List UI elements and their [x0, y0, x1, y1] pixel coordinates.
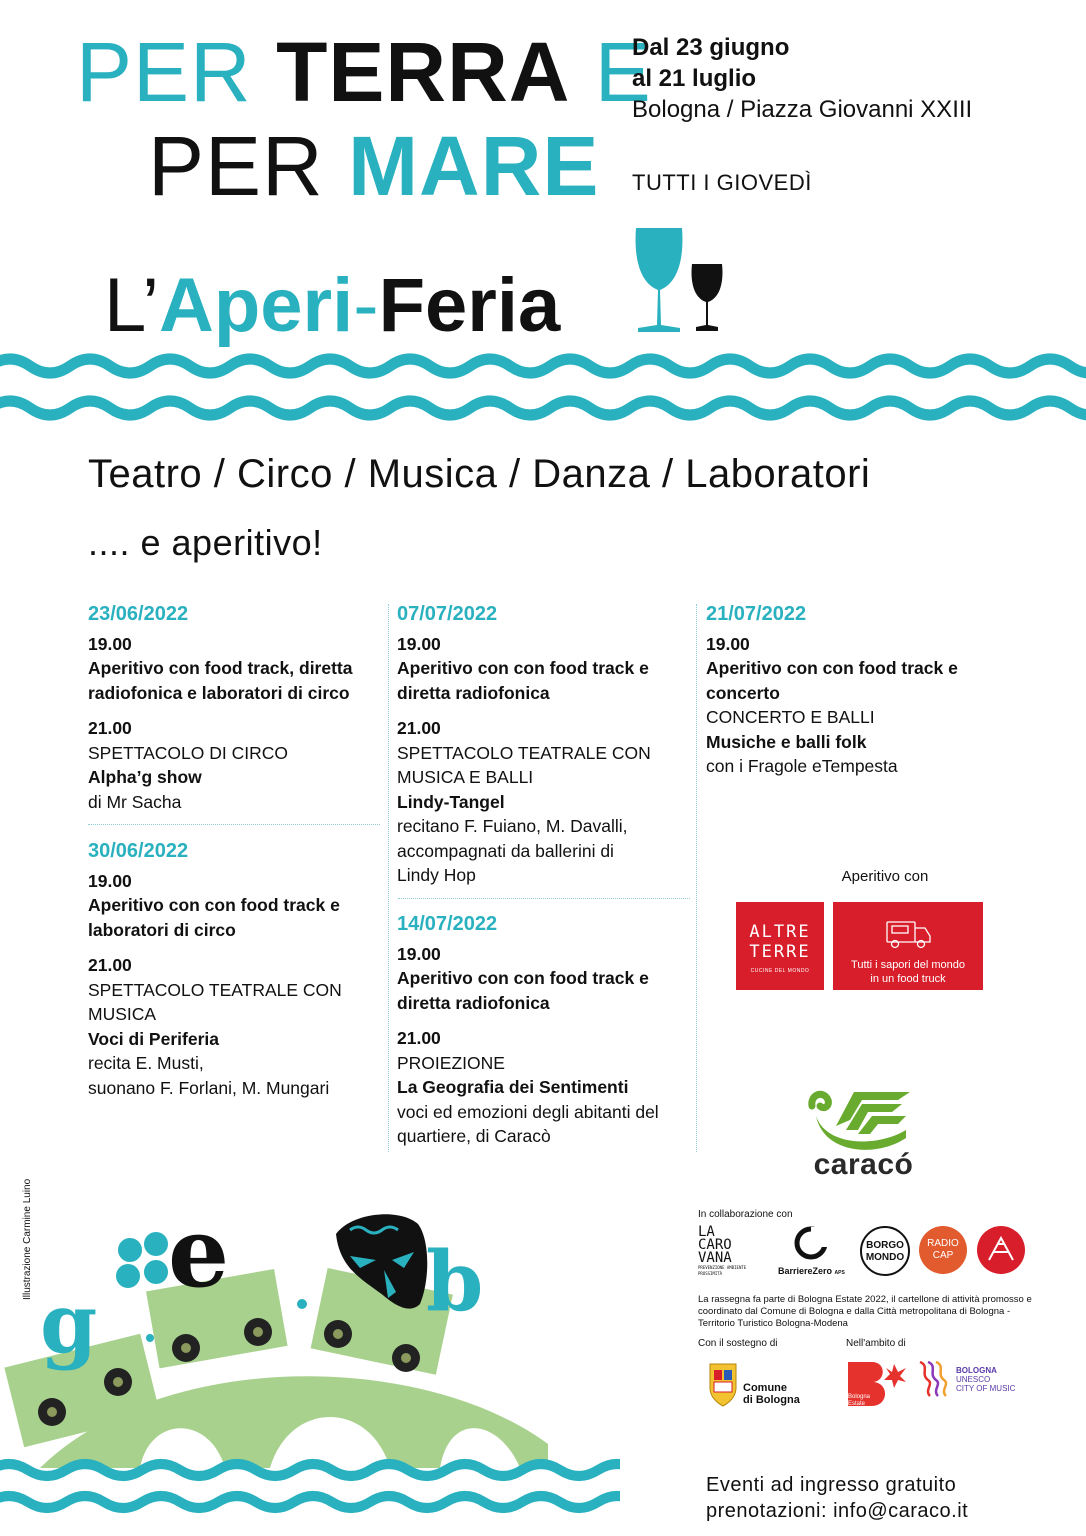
event-time: 19.00: [397, 633, 441, 654]
title-line-2: [148, 119, 600, 213]
bologna-estate-logo: [848, 1394, 870, 1408]
sponsor-label: Aperitivo con: [841, 868, 929, 885]
wave-divider: [0, 350, 1086, 425]
barriere-zero-suffix: APS: [834, 1270, 845, 1276]
event-card: [88, 602, 388, 814]
la-carovana-subtitle: PREVENZIONE AMBIENTE PROSSIMITÀ: [698, 1265, 747, 1276]
barriere-zero-logo: [778, 1266, 845, 1276]
brand-l: L’: [104, 263, 159, 348]
event-description: Aperitivo con con food track e diretta radiofonica: [397, 658, 649, 703]
event-type: SPETTACOLO TEATRALE CON MUSICA: [88, 979, 342, 1024]
row-divider: [398, 898, 690, 899]
city-of-music-icon: [916, 1358, 950, 1398]
event-description: Aperitivo con con food track e concerto: [706, 658, 958, 703]
event-date: 07/07/2022: [397, 603, 498, 625]
event-description: Aperitivo con con food track e laboratori di circo: [88, 895, 340, 940]
fine-print: La rassegna fa parte di Bologna Estate 2022, il cartellone di attività promosso e coordinato dal Comune di Bologna e dalla Città metropolitana di Bologna - Territorio Turistico Bologna-Modena: [698, 1294, 1032, 1329]
brand-title: [104, 263, 561, 348]
event-card: [397, 912, 697, 1149]
event-time: 19.00: [397, 943, 441, 964]
event-description: Aperitivo con con food track e diretta radiofonica: [397, 968, 649, 1013]
event-performer: con i Fragole eTempesta: [706, 756, 898, 776]
title-per-1: PER: [76, 25, 252, 119]
date-to: al 21 luglio: [632, 65, 757, 92]
event-time: 21.00: [397, 1028, 441, 1048]
unesco-line1: BOLOGNA: [956, 1366, 997, 1375]
date-from: Dal 23 giugno: [632, 34, 790, 61]
caraco-logo-icon: [806, 1086, 916, 1156]
event-performer: voci ed emozioni degli abitanti del quartiere, di Caracò: [397, 1101, 659, 1146]
title-e: E: [594, 25, 652, 119]
la-carovana-line1: LA: [698, 1224, 715, 1240]
comune-line2: di Bologna: [743, 1394, 800, 1406]
barriere-zero-icon: [793, 1225, 829, 1261]
altre-terre-line2: TERRE: [749, 942, 811, 962]
event-time: 19.00: [706, 633, 750, 654]
event-dates: [632, 32, 972, 125]
event-type: CONCERTO E BALLI: [706, 707, 875, 727]
event-time: 21.00: [88, 955, 132, 975]
event-title: La Geografia dei Sentimenti: [397, 1077, 629, 1097]
brand-aperi: Aperi: [158, 263, 354, 348]
event-date: 30/06/2022: [88, 840, 189, 862]
barriere-zero-name: BarriereZero: [778, 1266, 833, 1276]
comune-bologna-logo: [743, 1382, 800, 1406]
food-truck-icon: [883, 916, 933, 950]
event-title: Lindy-Tangel: [397, 791, 505, 812]
event-time: 19.00: [88, 870, 132, 891]
event-location: Bologna / Piazza Giovanni XXIII: [632, 96, 973, 123]
radio-cap-logo: [919, 1226, 967, 1274]
partner-red-circle-icon: [977, 1226, 1025, 1274]
event-description: Aperitivo con food track, diretta radiofonica e laboratori di circo: [88, 658, 353, 703]
borgo-mondo-logo: [860, 1226, 910, 1276]
title-per-2: PER: [148, 119, 324, 213]
event-date: 23/06/2022: [88, 603, 189, 625]
altre-terre-logo: [736, 902, 824, 990]
bologna-estate-line1: Bologna: [848, 1394, 871, 1400]
radio-cap-line1: RADIO: [927, 1238, 959, 1249]
event-time: 19.00: [88, 633, 132, 654]
tagline: .... e aperitivo!: [88, 522, 323, 563]
event-card: [706, 602, 1006, 779]
la-carovana-logo: [698, 1226, 758, 1277]
radio-cap-line2: CAP: [932, 1250, 954, 1261]
event-title: Musiche e balli folk: [706, 731, 867, 752]
comune-line1: Comune: [743, 1382, 787, 1394]
food-truck-line2: in un food truck: [870, 973, 946, 985]
event-frequency: TUTTI I GIOVEDÌ: [632, 170, 812, 195]
unesco-line3: CITY OF MUSIC: [956, 1384, 1016, 1393]
title-line-1: [76, 25, 652, 119]
bologna-unesco-logo: [956, 1366, 1015, 1393]
illustration-letter-e: e: [168, 1200, 230, 1309]
row-divider: [88, 824, 380, 825]
event-time: 21.00: [397, 718, 441, 738]
comune-bologna-crest-icon: [706, 1358, 740, 1408]
categories: Teatro / Circo / Musica / Danza / Laboratori: [88, 452, 871, 496]
event-date: 14/07/2022: [397, 913, 498, 935]
ambito-label: Nell'ambito di: [846, 1338, 906, 1349]
title-mare: MARE: [348, 119, 600, 213]
event-title: Alpha’g show: [88, 767, 202, 787]
event-type: SPETTACOLO TEATRALE CON MUSICA E BALLI: [397, 742, 651, 787]
event-performer: recita E. Musti,: [88, 1053, 204, 1073]
event-performer: suonano F. Forlani, M. Mungari: [88, 1077, 330, 1098]
event-time: 21.00: [88, 718, 132, 738]
event-card: [88, 839, 388, 1100]
la-carovana-line2: CARO: [698, 1237, 732, 1253]
altre-terre-subtitle: CUCINE DEL MONDO: [750, 968, 810, 974]
event-date: 21/07/2022: [706, 603, 807, 625]
borgo-mondo-line2: MONDO: [865, 1252, 905, 1263]
footer-info: [706, 1472, 968, 1524]
altre-terre-line1: ALTRE: [749, 922, 811, 942]
title-terra: TERRA: [276, 25, 571, 119]
la-carovana-line3: VANA: [698, 1250, 732, 1266]
wine-glasses-icon: [630, 224, 730, 336]
collab-title: In collaborazione con: [698, 1209, 793, 1220]
brand-feria: Feria: [378, 263, 561, 348]
event-card: [397, 602, 697, 888]
unesco-line2: UNESCO: [956, 1375, 991, 1384]
borgo-mondo-line1: BORGO: [866, 1240, 904, 1251]
food-truck-line1: Tutti i sapori del mondo: [851, 959, 965, 971]
support-label: Con il sostegno di: [698, 1338, 778, 1349]
illustration-trucks-bridge: [0, 1200, 620, 1536]
organizer-name: caracó: [813, 1148, 914, 1181]
event-performer: di Mr Sacha: [88, 791, 182, 812]
brand-dash: -: [353, 263, 379, 348]
clover-icon: [116, 1232, 168, 1288]
free-entry-text: Eventi ad ingresso gratuito: [706, 1474, 957, 1496]
illustration-letter-b: b: [426, 1234, 484, 1330]
event-performer: recitano F. Fuiano, M. Davalli, accompagnati da ballerini di Lindy Hop: [397, 816, 628, 885]
food-truck-logo: [833, 902, 983, 990]
illustration-credit: Illustrazione Carmine Luino: [22, 1178, 33, 1300]
event-type: SPETTACOLO DI CIRCO: [88, 742, 288, 763]
column-divider: [388, 604, 389, 1152]
event-type: PROIEZIONE: [397, 1052, 505, 1073]
illustration-letter-g: g: [40, 1276, 98, 1372]
bologna-estate-line2: Estate: [848, 1401, 866, 1407]
booking-contact[interactable]: prenotazioni: info@caraco.it: [706, 1500, 969, 1522]
event-title: Voci di Periferia: [88, 1028, 219, 1049]
